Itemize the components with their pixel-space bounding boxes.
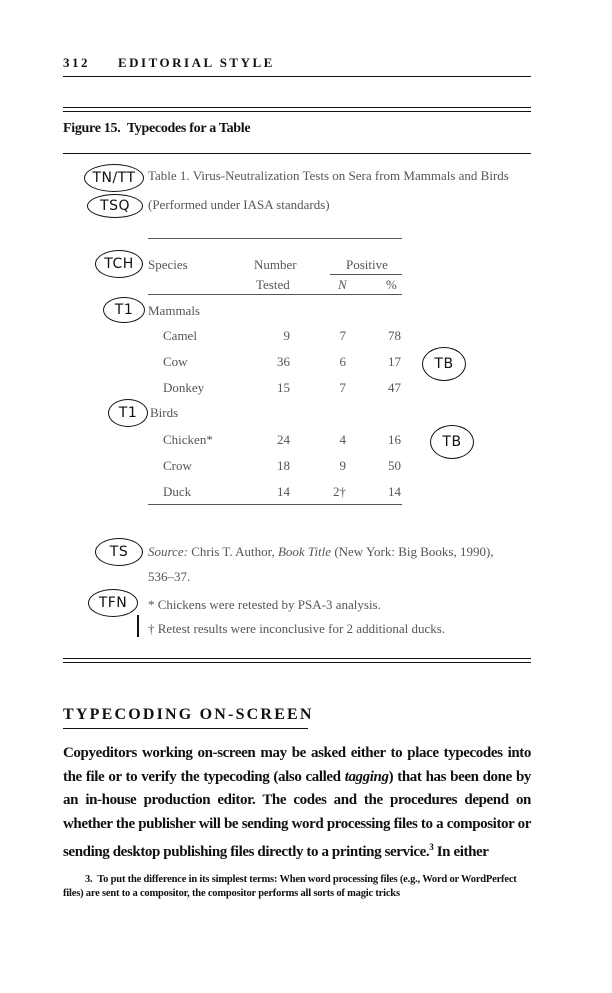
source-publisher: (New York: Big Books, 1990), — [331, 544, 494, 559]
cell-pct: 14 — [388, 484, 401, 499]
body-paragraph — [63, 742, 531, 865]
table-footnote-2: † Retest results were inconclusive for 2 additional ducks. — [148, 621, 446, 636]
col-head-tested: Tested — [256, 277, 290, 292]
table-subtitle: (Performed under IASA standards) — [148, 197, 330, 212]
typecode-t1-birds: T1 — [108, 399, 148, 427]
typecode-tb-2: TB — [430, 425, 474, 459]
col-head-n: N — [338, 277, 347, 292]
para-part-3: In either — [433, 844, 489, 860]
table-footnote-1: * Chickens were retested by PSA-3 analysis. — [148, 597, 381, 612]
source-book: Book Title — [277, 544, 332, 559]
page-footnote — [63, 873, 531, 901]
table-source — [148, 544, 494, 560]
source-label: Source: — [148, 544, 188, 559]
cell-tested: 15 — [277, 380, 290, 395]
row-name: Duck — [163, 484, 192, 499]
positive-span-rule — [330, 274, 402, 275]
cell-n: 2† — [333, 484, 346, 499]
footnote-number: 3. — [85, 874, 93, 885]
col-head-species: Species — [148, 257, 188, 272]
footnote-ref: 3 — [429, 842, 434, 852]
cell-tested: 14 — [277, 484, 290, 499]
col-head-number: Number — [254, 257, 297, 272]
typecode-tn-tt: TN/TT — [84, 164, 144, 192]
typecode-tfn: TFN — [88, 589, 138, 617]
section-heading-rule — [63, 728, 308, 729]
cell-n: 7 — [339, 380, 346, 395]
figure-top-rule-2 — [63, 111, 531, 112]
cell-tested: 24 — [277, 432, 290, 447]
table-bottom-rule — [148, 504, 402, 505]
cell-pct: 78 — [388, 328, 401, 343]
page-number: 312 — [63, 55, 90, 70]
figure-top-rule-1 — [63, 107, 531, 108]
row-name: Cow — [163, 354, 188, 369]
cell-n: 7 — [339, 328, 346, 343]
typecode-tch: TCH — [95, 250, 143, 278]
figure-caption — [63, 121, 250, 137]
row-name: Donkey — [163, 380, 205, 395]
header-rule — [63, 76, 531, 77]
cell-n: 9 — [339, 458, 346, 473]
table-top-rule — [148, 238, 402, 239]
cell-n: 6 — [339, 354, 346, 369]
para-emphasis: tagging — [344, 768, 389, 785]
group-label-birds: Birds — [150, 405, 179, 420]
source-pages: 536–37. — [148, 569, 191, 584]
cell-tested: 18 — [277, 458, 290, 473]
footnote-bracket-line — [137, 615, 139, 637]
running-head — [63, 55, 275, 71]
figure-title: Typecodes for a Table — [126, 121, 251, 136]
typecode-tsq: TSQ — [87, 194, 143, 218]
figure-label: Figure 15. — [63, 121, 121, 136]
col-head-pct: % — [386, 277, 397, 292]
cell-n: 4 — [339, 432, 346, 447]
cell-pct: 16 — [388, 432, 401, 447]
cell-pct: 47 — [388, 380, 401, 395]
figure-caption-rule — [63, 153, 531, 154]
row-name: Chicken* — [163, 432, 213, 447]
section-heading: TYPECODING ON-SCREEN — [63, 706, 314, 723]
typecode-t1-mammals: T1 — [103, 297, 145, 323]
para-part-1: Copyeditors working on-screen may be asked either to place typecodes into the file or to verify the typecoding (also called — [63, 745, 531, 785]
typecode-ts: TS — [95, 538, 143, 566]
typecode-tb-1: TB — [422, 347, 466, 381]
row-name: Crow — [163, 458, 192, 473]
cell-pct: 17 — [388, 354, 401, 369]
para-part-2: ) that has been done by an in-house production editor. The codes and the procedures depend on whether the publisher will be sending word processing files to a compositor or sending desktop publishing files directly to a printing service. — [63, 768, 531, 860]
row-name: Camel — [163, 328, 197, 343]
group-label-mammals: Mammals — [148, 303, 200, 318]
col-head-positive: Positive — [346, 257, 388, 272]
footnote-text: To put the difference in its simplest terms: When word processing files (e.g., Word or WordPerfect files) are sent to a compositor, the compositor performs all sorts of magic tricks — [63, 874, 517, 899]
figure-bottom-rule-1 — [63, 658, 531, 659]
source-author: Chris T. Author, — [187, 544, 278, 559]
table-title: Table 1. Virus-Neutralization Tests on Sera from Mammals and Birds — [148, 168, 509, 183]
col-head-rule — [148, 294, 402, 295]
cell-tested: 9 — [283, 328, 290, 343]
cell-pct: 50 — [388, 458, 401, 473]
cell-tested: 36 — [277, 354, 290, 369]
figure-bottom-rule-2 — [63, 662, 531, 663]
running-head-title: EDITORIAL STYLE — [118, 55, 275, 70]
